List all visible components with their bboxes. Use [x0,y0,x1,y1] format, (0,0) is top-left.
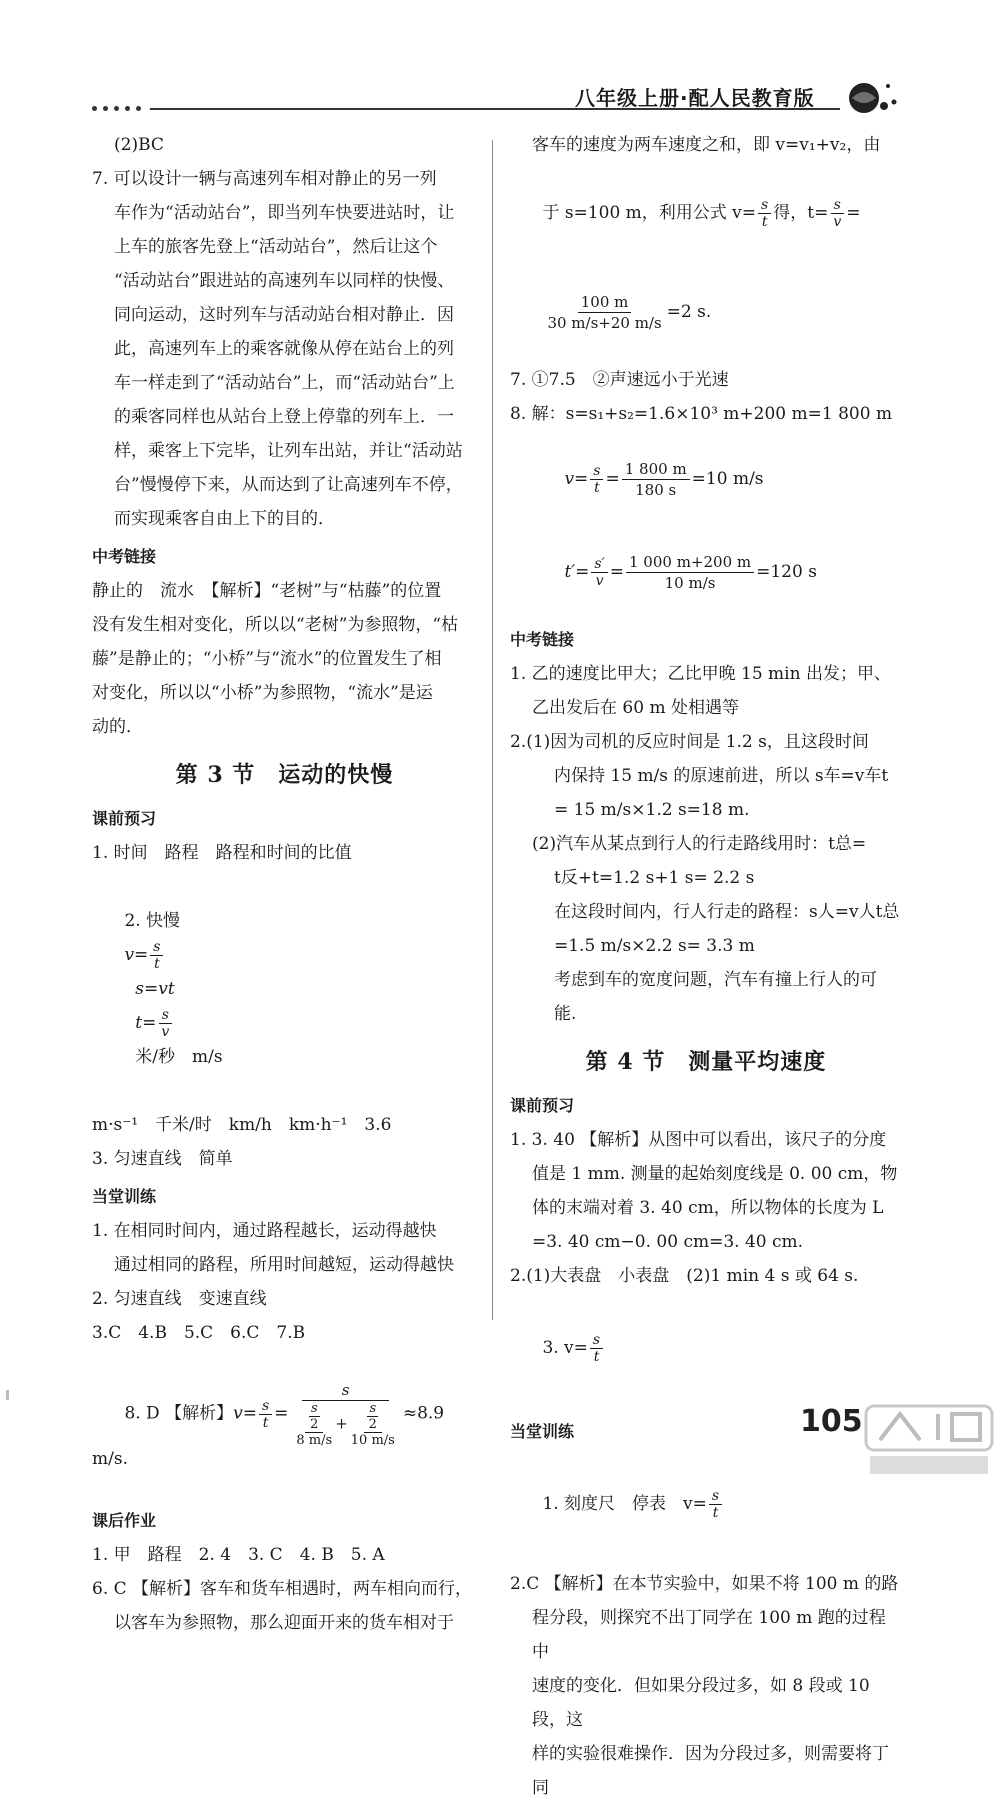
answer-line: 1. 在相同时间内，通过路程越长，运动得越快 [92,1221,437,1241]
answer-line: 考虑到车的宽度问题，汽车有撞上行人的可 [554,970,877,990]
answer-text: ≈8.9 m/s. [92,1403,450,1469]
left-column [92,128,477,1640]
answer-line: 值是 1 mm. 测量的起始刻度线是 0. 00 cm，物 [532,1164,898,1184]
answer-text: 2. 快慢 [124,911,198,931]
numerator: s [369,1401,377,1416]
formula-v: v= [124,945,149,965]
q7-line: 样，乘客上下完毕，让列车出站，并让“活动站 [114,441,463,461]
numerator: s [831,197,844,214]
fraction [307,1401,321,1432]
answer-text: t′= [564,562,590,582]
answer-line: 1. 乙的速度比甲大；乙比甲晚 15 min 出发；甲、 [510,664,891,684]
q7-line: 同向运动，这时列车与活动站台相对静止．因 [114,305,454,325]
right-column [510,128,902,1805]
denominator: v [595,573,604,589]
answer-line: 乙出发后在 60 m 处相遇等 [532,698,739,718]
numerator: s [590,1332,603,1349]
equals: = [605,469,620,489]
denominator: 2 [310,1417,319,1432]
denominator: 180 s [635,481,677,499]
numerator: s [150,939,163,956]
answer-line [510,162,902,264]
answer-line: t反+t=1.2 s+1 s= 2.2 s [554,868,755,888]
numerator: s [159,1007,172,1024]
fraction [830,197,844,230]
fraction [591,556,607,589]
answer-line: 6. C 【解析】客车和货车相遇时，两车相向而行， [92,1579,473,1599]
fraction [158,1007,172,1040]
fraction [544,292,664,333]
answer-line: 在这段时间内，行人行走的路程：s人=v人t总 [554,902,900,922]
column-divider [492,140,493,1320]
answer-text: 得，t= [773,203,829,223]
denominator [290,1401,400,1448]
q7-line: 车作为“活动站台”，即当列车快要进站时，让 [114,203,455,223]
answer-line [510,437,902,522]
denominator: t [594,480,600,496]
answer-line: 8. 解：s=s₁+s₂=1.6×10³ m+200 m=1 800 m [510,404,893,424]
header-dots [92,106,141,111]
equals: = [609,562,624,582]
zk-line: 静止的 流水 【解析】“老树”与“枯藤”的位置 [92,581,442,601]
answer-line [92,870,477,1108]
denominator: v [161,1024,170,1040]
numerator [364,1401,382,1433]
answer-line: 样的实验很难操作．因为分段过多，则需要将丁同 [532,1744,889,1798]
fraction [590,1332,603,1365]
section-heading: 中考链接 [510,630,575,649]
answer-line: 以客车为参照物，那么迎面开来的货车相对于 [114,1613,454,1633]
numerator: s [758,197,771,214]
watermark-logo-icon [860,1400,1000,1479]
numerator: 1 000 m+200 m [626,552,754,573]
answer-line: 客车的速度为两车速度之和，即 v=v₁+v₂，由 [532,135,881,155]
zk-line: 没有发生相对变化，所以以“老树”为参照物，“枯 [92,615,459,635]
section-3-title: 第 3 节 运动的快慢 [175,762,394,788]
answer-line: 1. 3. 40 【解析】从图中可以看出，该尺子的分度 [510,1130,887,1150]
fraction [150,939,163,972]
answer-line [510,1297,902,1399]
answer-line: 速度的变化．但如果分段过多，如 8 段或 10 段，这 [532,1676,876,1730]
answer-text: 8. D 【解析】 [124,1403,234,1424]
section-heading: 课前预习 [510,1096,575,1115]
fraction [259,1398,272,1431]
answer-line [510,270,902,355]
denominator: 8 m/s [296,1433,333,1448]
answer-text: =10 m/s [691,469,764,489]
answer-line-8 [92,1358,477,1492]
answer-line: 3. 匀速直线 简单 [92,1149,233,1169]
answer-line: 3.C 4.B 5.C 6.C 7.B [92,1323,306,1343]
answer-line [510,1453,902,1555]
fraction [758,197,771,230]
answer-line: 2.C 【解析】在本节实验中，如果不将 100 m 的路 [510,1574,899,1594]
denominator: 2 [368,1417,377,1432]
plus: + [335,1414,348,1433]
section-heading: 课前预习 [92,809,157,828]
answer-line: =3. 40 cm−0. 00 cm=3. 40 cm. [532,1232,804,1252]
q7-line: 7. 可以设计一辆与高速列车相对静止的另一列 [92,169,437,189]
scan-mark [6,1390,9,1400]
answer-line: 2.(1)因为司机的反应时间是 1.2 s，且这段时间 [510,732,869,752]
q7-line: 而实现乘客自由上下的目的． [114,509,335,529]
numerator: s′ [591,556,607,573]
numerator: s [709,1488,722,1505]
numerator: 1 800 m [622,459,690,480]
fraction [348,1401,398,1448]
section-heading: 中考链接 [92,547,157,566]
answer-line: 2. 匀速直线 变速直线 [92,1289,267,1309]
fraction [626,552,754,593]
section-heading: 当堂训练 [510,1422,575,1441]
q7-line: 的乘客同样也从站台上登上停靠的列车上．一 [114,407,454,427]
answer-line: 2.(1)大表盘 小表盘 (2)1 min 4 s 或 64 s. [510,1266,859,1286]
numerator: s [302,1380,390,1401]
answer-line: (2)BC [114,135,164,155]
answer-text: 米/秒 m/s [135,1047,223,1067]
answer-line: =1.5 m/s×2.2 s= 3.3 m [554,936,755,956]
numerator [305,1401,323,1433]
q7-line: “活动站台”跟进站的高速列车以同样的快慢、 [114,271,455,291]
answer-line: 体的末端对着 3. 40 cm，所以物体的长度为 L [532,1198,884,1218]
numerator: s [590,463,603,480]
answer-text: = [846,203,861,223]
numerator: s [310,1401,318,1416]
answer-line: 能. [554,1004,577,1024]
answer-text: 3. v= [542,1338,588,1358]
answer-line: 7. ①7.5 ②声速远小于光速 [510,370,729,390]
zk-line: 动的． [92,717,143,737]
section-heading: 课后作业 [92,1511,157,1530]
zk-line: 对变化，所以以“小桥”为参照物，“流水”是运 [92,683,433,703]
numerator: 100 m [578,292,632,313]
q7-line: 此，高速列车上的乘客就像从停在站台上的列 [114,339,454,359]
fraction [622,459,690,500]
q7-line: 上车的旅客先登上“活动站台”，然后让这个 [114,237,438,257]
answer-line: 通过相同的路程，所用时间越短，运动得越快 [114,1255,454,1275]
denominator: v [833,214,842,230]
denominator: 10 m/s [350,1433,395,1448]
answer-line: m·s⁻¹ 千米/时 km/h km·h⁻¹ 3.6 [92,1115,392,1135]
denominator: t [761,214,768,230]
section-heading: 当堂训练 [92,1187,157,1206]
fraction [709,1488,722,1521]
answer-line: 1. 甲 路程 2. 4 3. C 4. B 5. A [92,1545,385,1565]
header-title: 八年级上册·配人民教育版 [575,86,815,110]
answer-line: = 15 m/s×1.2 s=18 m. [554,800,750,820]
denominator: t [262,1414,269,1431]
answer-line [510,530,902,615]
denominator: t [154,956,160,972]
answer-text: v= [564,469,589,489]
fraction [366,1401,380,1432]
compound-fraction [290,1380,400,1448]
book-logo-icon [842,76,902,116]
formula-t: t= [135,1013,157,1033]
denominator: 10 m/s [664,574,716,592]
answer-line: 内保持 15 m/s 的原速前进，所以 s车=v车t [554,766,889,786]
equals: = [274,1403,289,1424]
answer-text: 1. 刻度尺 停表 v= [542,1494,707,1514]
answer-line: 程分段，则探究不出丁同学在 100 m 跑的过程中 [532,1608,886,1662]
formula-s: s=vt [135,979,175,999]
answer-line: (2)汽车从某点到行人的行走路线用时：t总= [532,834,867,854]
denominator: t [593,1349,600,1365]
answer-line: 1. 时间 路程 路程和时间的比值 [92,843,352,863]
formula-v: v= [233,1403,257,1424]
q7-line: 台”慢慢停下来，从而达到了让高速列车不停， [114,475,463,495]
numerator: s [259,1398,272,1415]
section-4-title: 第 4 节 测量平均速度 [585,1049,827,1075]
answer-text: 于 s=100 m，利用公式 v= [542,203,757,223]
denominator: 30 m/s+20 m/s [547,314,662,332]
fraction [590,463,603,496]
fraction [293,1401,335,1448]
answer-text: =120 s [756,562,817,582]
page-number: 105 [800,1404,863,1439]
zk-line: 藤”是静止的；“小桥”与“流水”的位置发生了相 [92,649,442,669]
q7-line: 车一样走到了“活动站台”上，而“活动站台”上 [114,373,455,393]
answer-text: =2 s. [666,302,712,322]
denominator: t [712,1505,719,1521]
